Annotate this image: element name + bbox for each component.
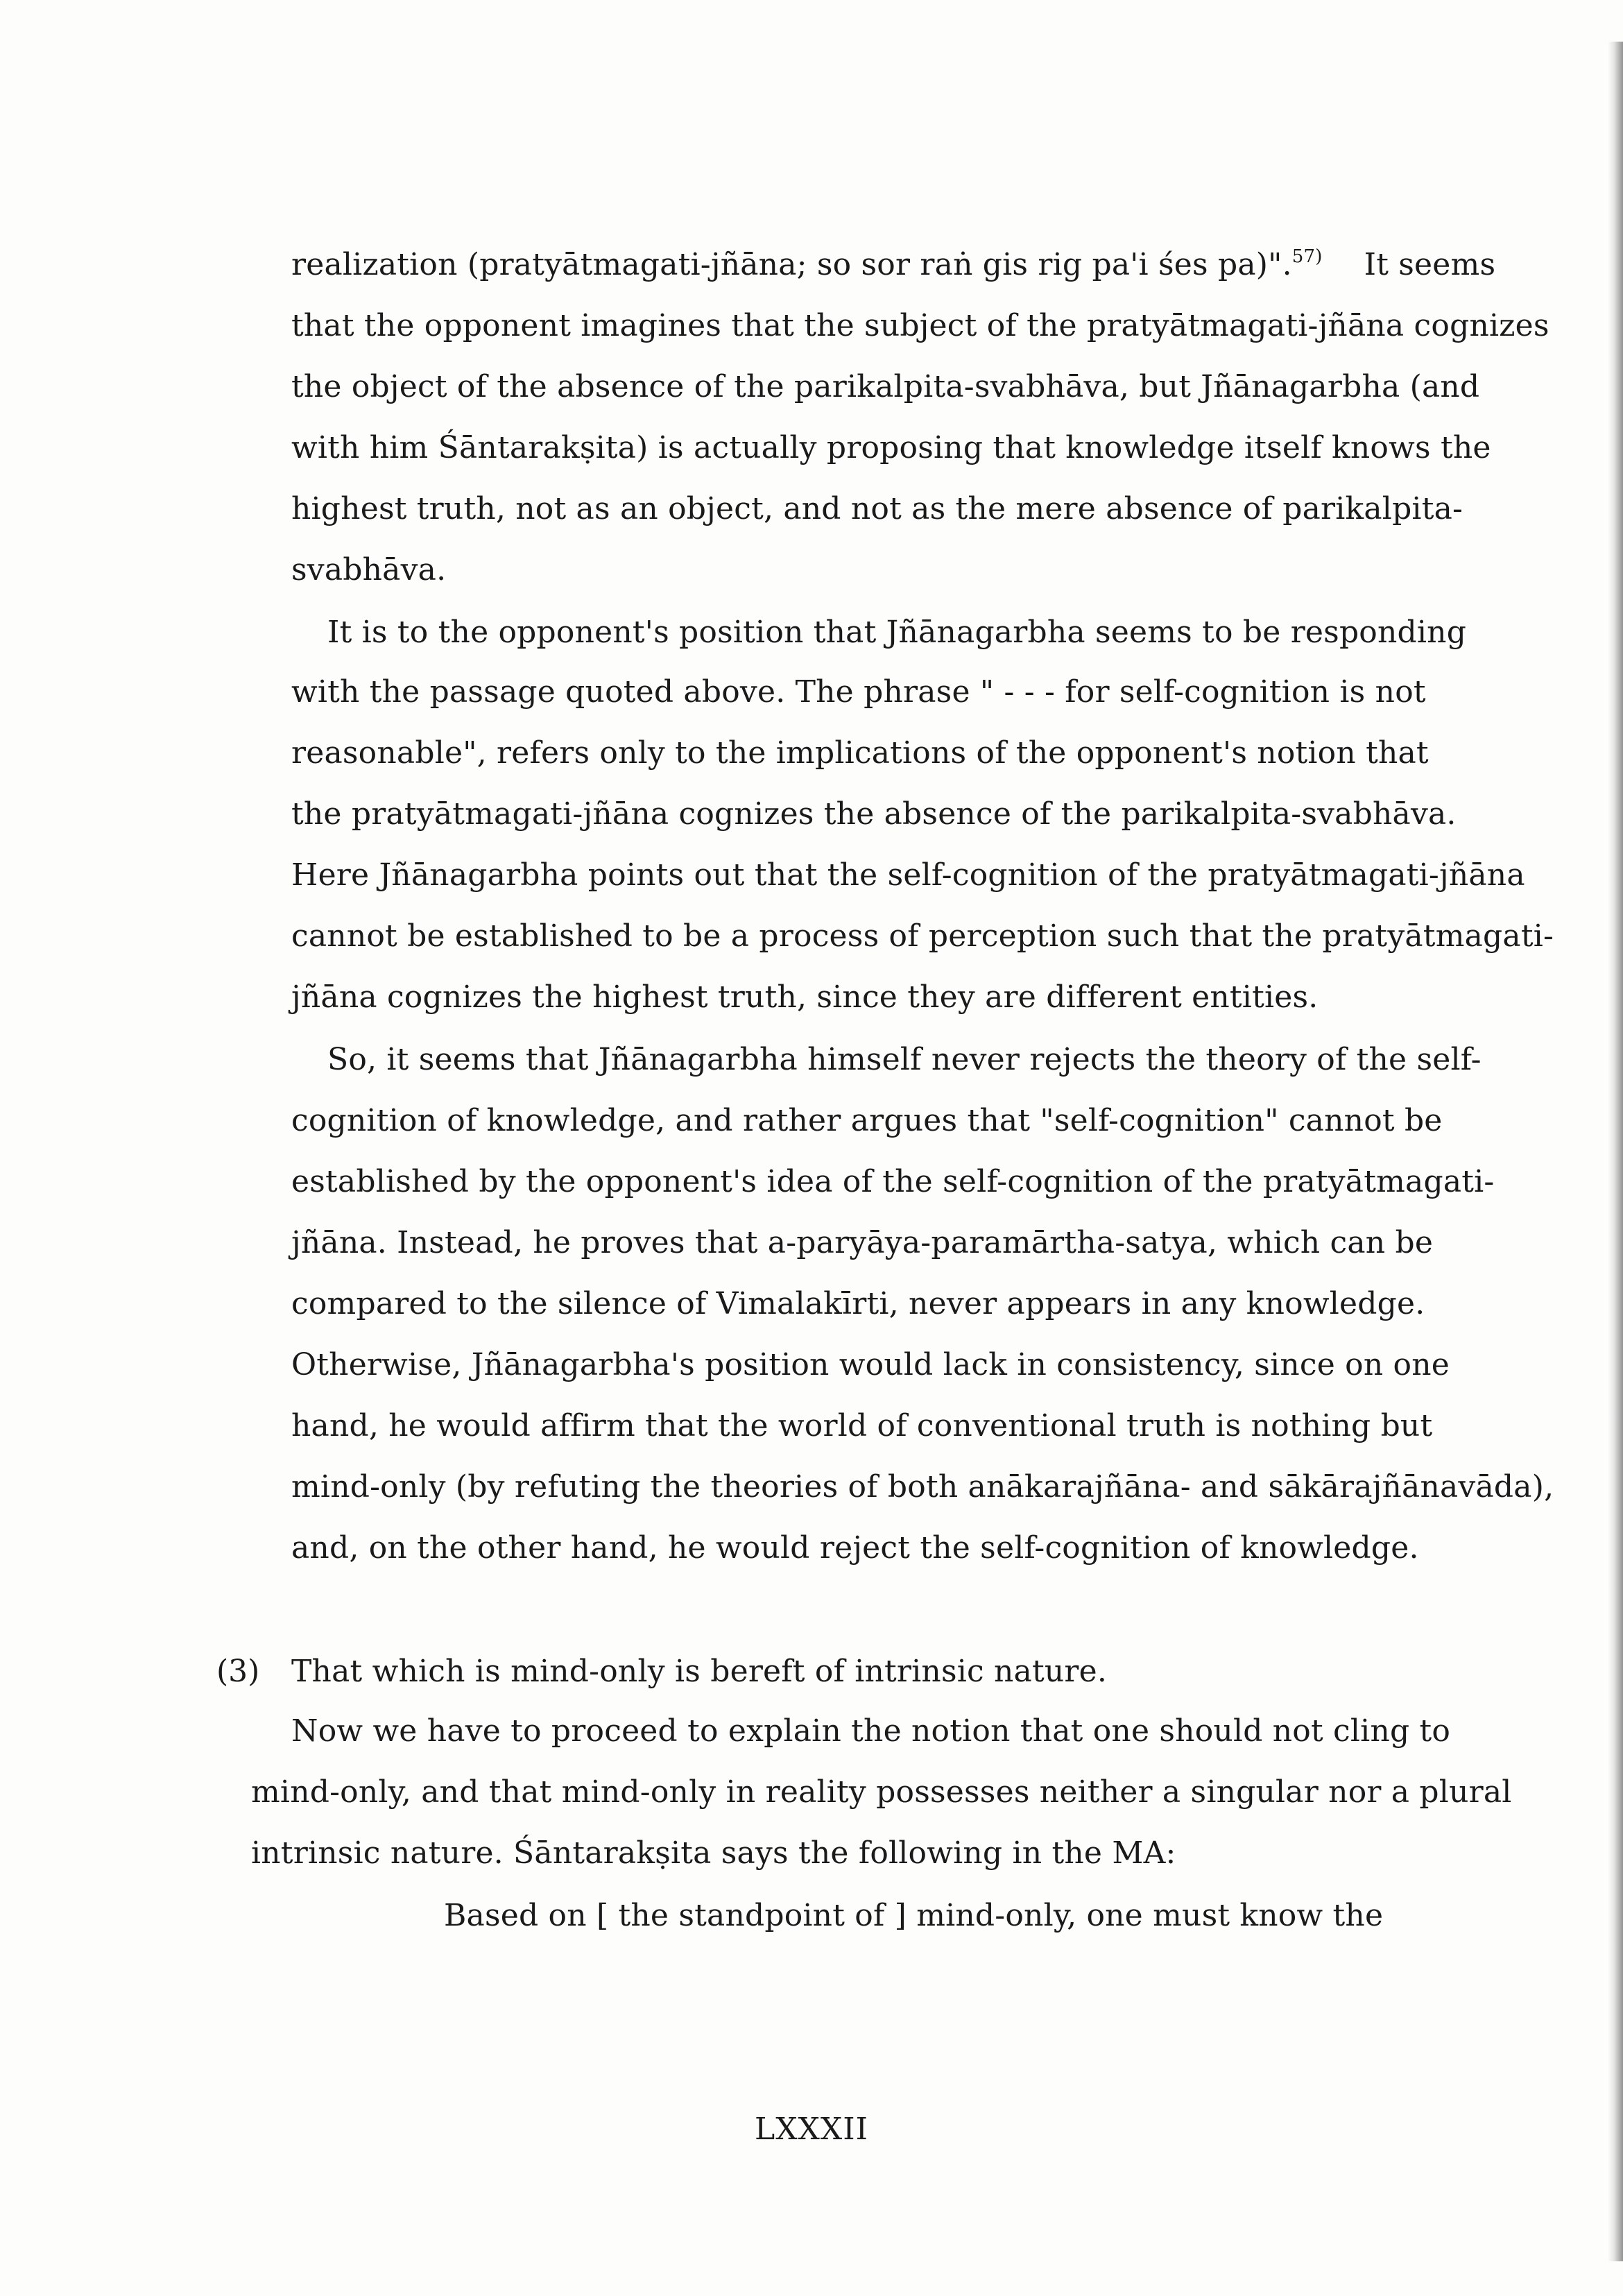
footnote-ref-57: 57) (1291, 246, 1323, 267)
section-heading: That which is mind-only is bereft of intrinsic nature. (291, 1654, 1108, 1689)
paragraph3-line-6: Otherwise, Jñānagarbha's position would lack in consistency, since on one (291, 1347, 1450, 1382)
paragraph2-line-2: with the passage quoted above. The phrase " - - - for self-cognition is not (291, 674, 1426, 710)
paragraph1-line-1-text: realization (pratyātmagati-jñāna; so sor raṅ gis rig pa'i śes pa)". (291, 247, 1292, 282)
paragraph1-line-6: svabhāva. (291, 552, 447, 588)
paragraph4-line-2: mind-only, and that mind-only in reality possesses neither a singular nor a plural (251, 1774, 1512, 1810)
paragraph1-line-4: with him Śāntarakṣita) is actually proposing that knowledge itself knows the (291, 430, 1491, 465)
paragraph2-line-6: cannot be established to be a process of perception such that the pratyātmagati- (291, 918, 1554, 954)
page-number: LXXXII (755, 2111, 868, 2147)
paragraph3-line-4: jñāna. Instead, he proves that a-paryāya-paramārtha-satya, which can be (291, 1225, 1434, 1260)
paragraph3-line-9: and, on the other hand, he would reject the self-cognition of knowledge. (291, 1530, 1419, 1566)
paragraph1-line-5: highest truth, not as an object, and not as the mere absence of parikalpita- (291, 491, 1463, 526)
paragraph2-line-1: It is to the opponent's position that Jñānagarbha seems to be responding (327, 615, 1467, 650)
paragraph3-line-3: established by the opponent's idea of the self-cognition of the pratyātmagati- (291, 1164, 1495, 1199)
paragraph3-line-2: cognition of knowledge, and rather argues that "self-cognition" cannot be (291, 1103, 1443, 1138)
paragraph3-line-5: compared to the silence of Vimalakīrti, never appears in any knowledge. (291, 1286, 1425, 1321)
paragraph1-line-1 (291, 244, 1495, 286)
paragraph3-line-7: hand, he would affirm that the world of conventional truth is nothing but (291, 1408, 1433, 1443)
paragraph2-line-7: jñāna cognizes the highest truth, since they are different entities. (291, 979, 1319, 1015)
quote-line-1: Based on [ the standpoint of ] mind-only, one must know the (444, 1898, 1384, 1933)
paragraph2-line-3: reasonable", refers only to the implications of the opponent's notion that (291, 735, 1429, 771)
paragraph2-line-5: Here Jñānagarbha points out that the self-cognition of the pratyātmagati-jñāna (291, 857, 1525, 893)
paragraph1-line-3: the object of the absence of the parikalpita-svabhāva, but Jñānagarbha (and (291, 369, 1480, 404)
paragraph3-line-1: So, it seems that Jñānagarbha himself never rejects the theory of the self- (327, 1042, 1482, 1077)
paragraph3-line-8: mind-only (by refuting the theories of both anākarajñāna- and sākārajñānavāda), (291, 1469, 1554, 1505)
paragraph1-line-2: that the opponent imagines that the subject of the pratyātmagati-jñāna cognizes (291, 308, 1549, 343)
paragraph2-line-4: the pratyātmagati-jñāna cognizes the absence of the parikalpita-svabhāva. (291, 796, 1457, 832)
page-edge-shadow (1608, 42, 1623, 2261)
section-marker: (3) (216, 1654, 260, 1689)
paragraph4-line-1: Now we have to proceed to explain the notion that one should not cling to (291, 1713, 1451, 1749)
paragraph4-line-3: intrinsic nature. Śāntarakṣita says the following in the MA: (251, 1835, 1176, 1871)
paragraph1-line-1-tail: It seems (1364, 247, 1496, 282)
